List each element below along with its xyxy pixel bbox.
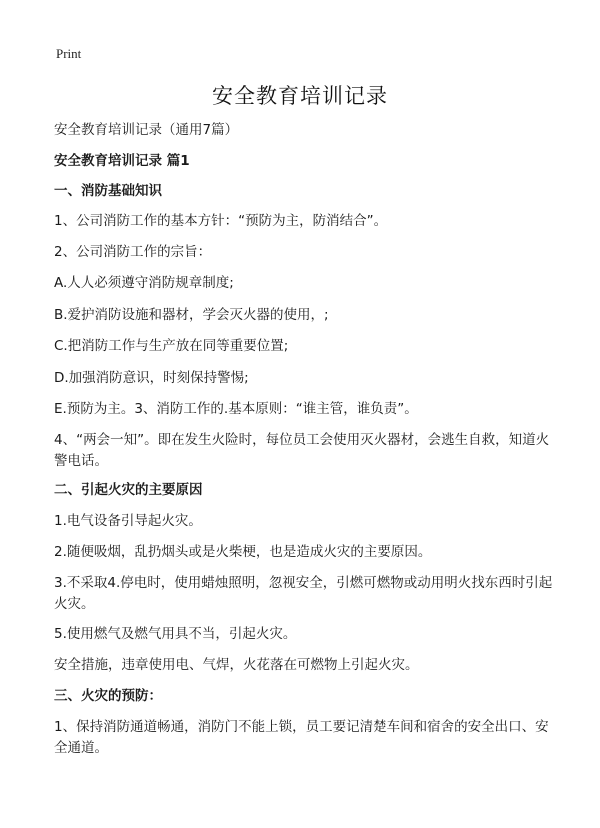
heading-fire-causes: 二、引起火灾的主要原因 <box>54 482 203 498</box>
list-item: 2.随便吸烟，乱扔烟头或是火柴梗，也是造成火灾的主要原因。 <box>54 544 432 560</box>
document-subtitle: 安全教育培训记录（通用7篇） <box>54 122 239 138</box>
heading-fire-basics: 一、消防基础知识 <box>54 183 162 199</box>
list-item: D.加强消防意识，时刻保持警惕; <box>54 370 249 386</box>
list-item: A.人人必须遵守消防规章制度; <box>54 275 234 291</box>
paragraph: 4、“两会一知”。即在发生火险时，每位员工会使用灭火器材，会逃生自救，知道火警电话。 <box>54 432 550 469</box>
print-label: Print <box>56 46 82 61</box>
heading-fire-prevention: 三、火灾的预防： <box>54 688 162 704</box>
list-item: C.把消防工作与生产放在同等重要位置; <box>54 338 289 354</box>
paragraph: 1、公司消防工作的基本方针：“预防为主，防消结合”。 <box>54 213 388 229</box>
list-item: 1.电气设备引导起火灾。 <box>54 513 202 529</box>
list-item: 3.不采取4.停电时，使用蜡烛照明，忽视安全，引燃可燃物或动用明火找东西时引起火灾。 <box>54 575 553 612</box>
paragraph: 1、保持消防通道畅通，消防门不能上锁，员工要记清楚车间和宿舍的安全出口、安全通道。 <box>54 719 549 756</box>
document-title: 安全教育培训记录 <box>212 84 388 108</box>
list-item: E.预防为主。3、消防工作的.基本原则：“谁主管，谁负责”。 <box>54 401 418 417</box>
list-item: 5.使用燃气及燃气用具不当，引起火灾。 <box>54 626 297 642</box>
paragraph: 2、公司消防工作的宗旨： <box>54 244 212 260</box>
section-heading: 安全教育培训记录 篇1 <box>54 153 190 169</box>
paragraph: 安全措施，违章使用电、气焊，火花落在可燃物上引起火灾。 <box>54 657 419 673</box>
list-item: B.爱护消防设施和器材，学会灭火器的使用，; <box>54 307 329 323</box>
